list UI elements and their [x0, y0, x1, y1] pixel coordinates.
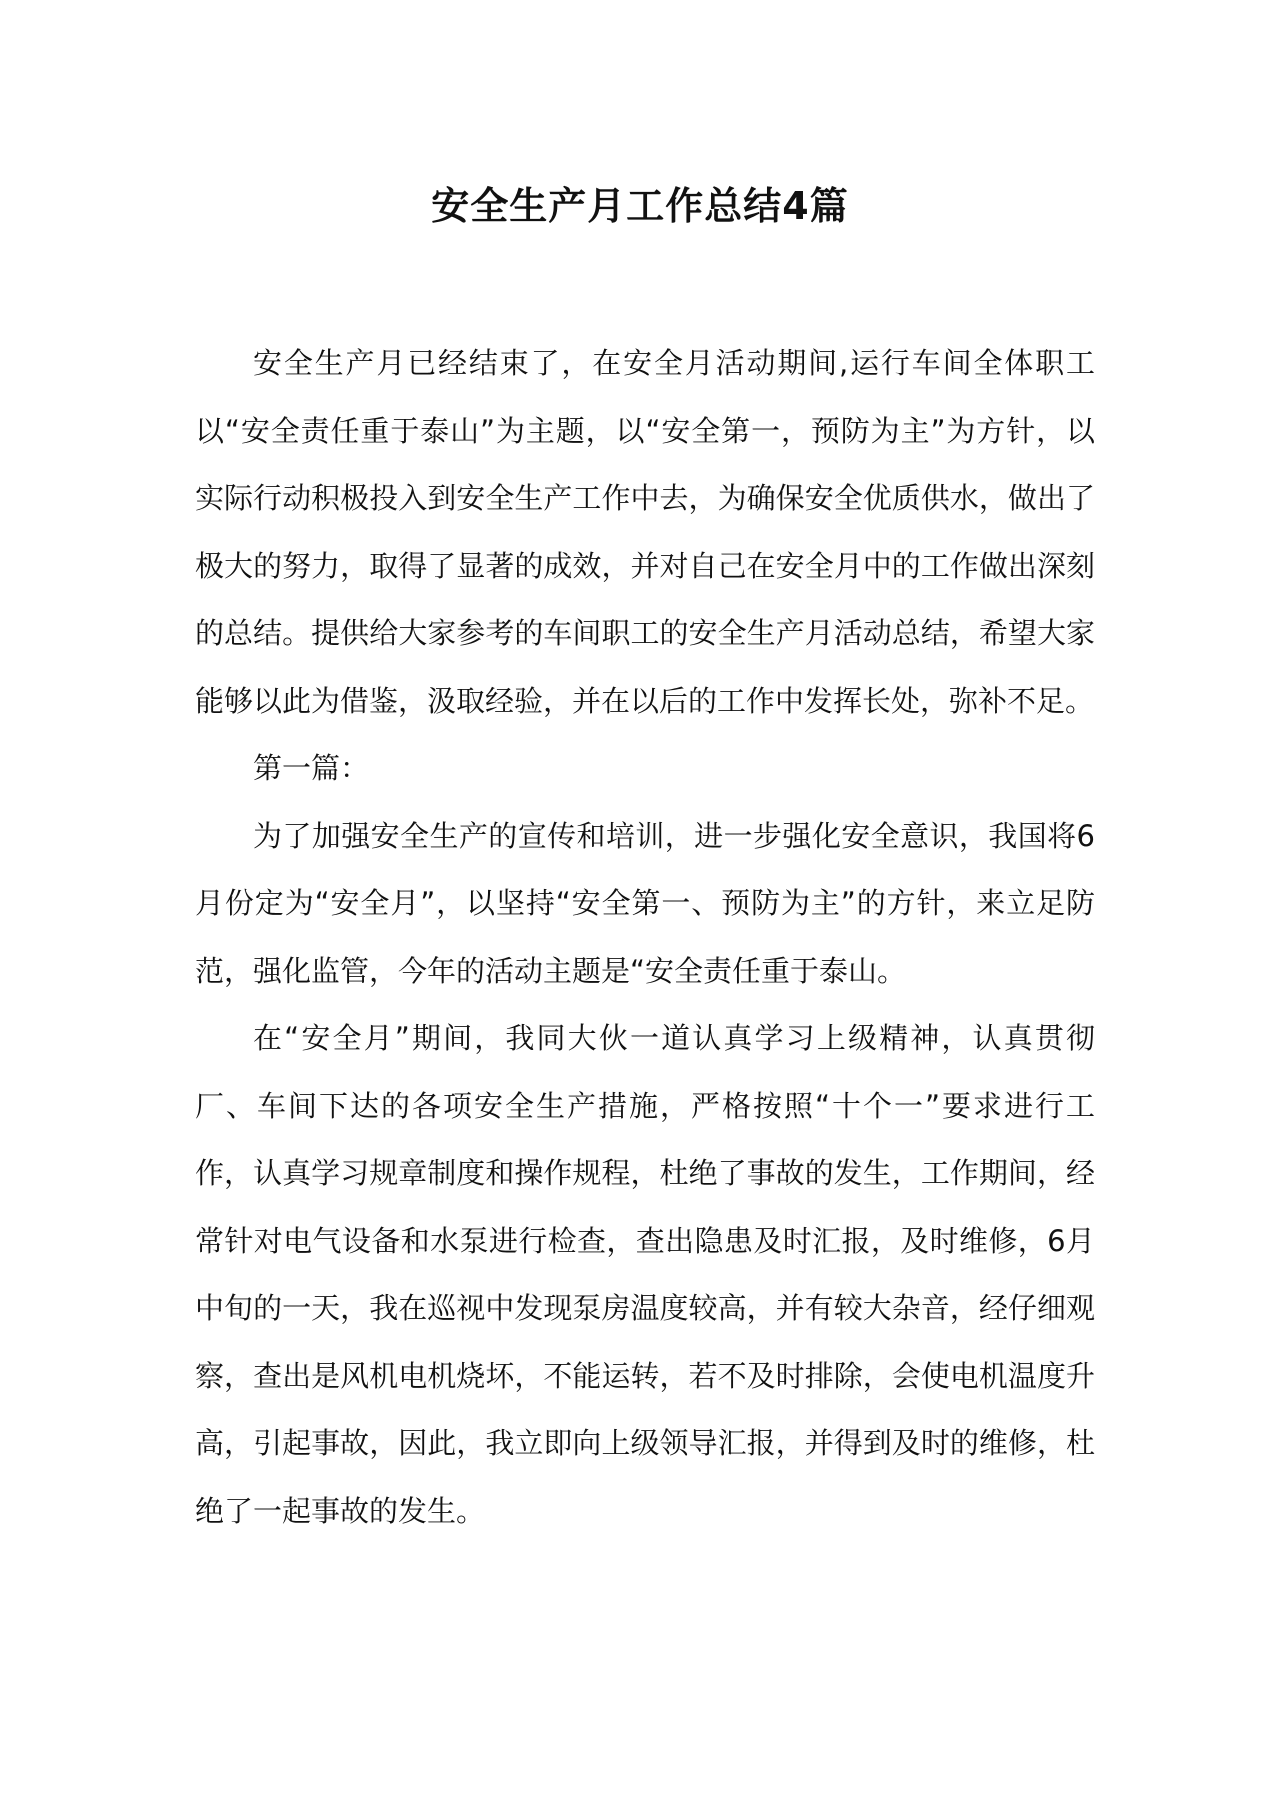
document-body: [195, 330, 1095, 1545]
page-title: 安全生产月工作总结4篇: [431, 184, 849, 228]
body-paragraph: 在“安全月”期间，我同大伙一道认真学习上级精神，认真贯彻厂、车间下达的各项安全生产措施，严格按照“十个一”要求进行工作，认真学习规章制度和操作规程，杜绝了事故的发生，工作期间，经常针对电气设备和水泵进行检查，查出隐患及时汇报，及时维修，6月中旬的一天，我在巡视中发现泵房温度较高，并有较大杂音，经仔细观察，查出是风机电机烧坏，不能运转，若不及时排除，会使电机温度升高，引起事故，因此，我立即向上级领导汇报，并得到及时的维修，杜绝了一起事故的发生。: [195, 1021, 1095, 1528]
section-heading: 第一篇：: [253, 751, 370, 785]
intro-paragraph: 安全生产月已经结束了，在安全月活动期间,运行车间全体职工以“安全责任重于泰山”为主题，以“安全第一，预防为主”为方针，以实际行动积极投入到安全生产工作中去，为确保安全优质供水，做出了极大的努力，取得了显著的成效，并对自己在安全月中的工作做出深刻的总结。提供给大家参考的车间职工的安全生产月活动总结，希望大家能够以此为借鉴，汲取经验，并在以后的工作中发挥长处，弥补不足。: [195, 346, 1095, 718]
body-paragraph: 为了加强安全生产的宣传和培训，进一步强化安全意识，我国将6 月份定为“安全月”，以坚持“安全第一、预防为主”的方针，来立足防范，强化监管，今年的活动主题是“安全责任重于泰山。: [195, 818, 1095, 988]
